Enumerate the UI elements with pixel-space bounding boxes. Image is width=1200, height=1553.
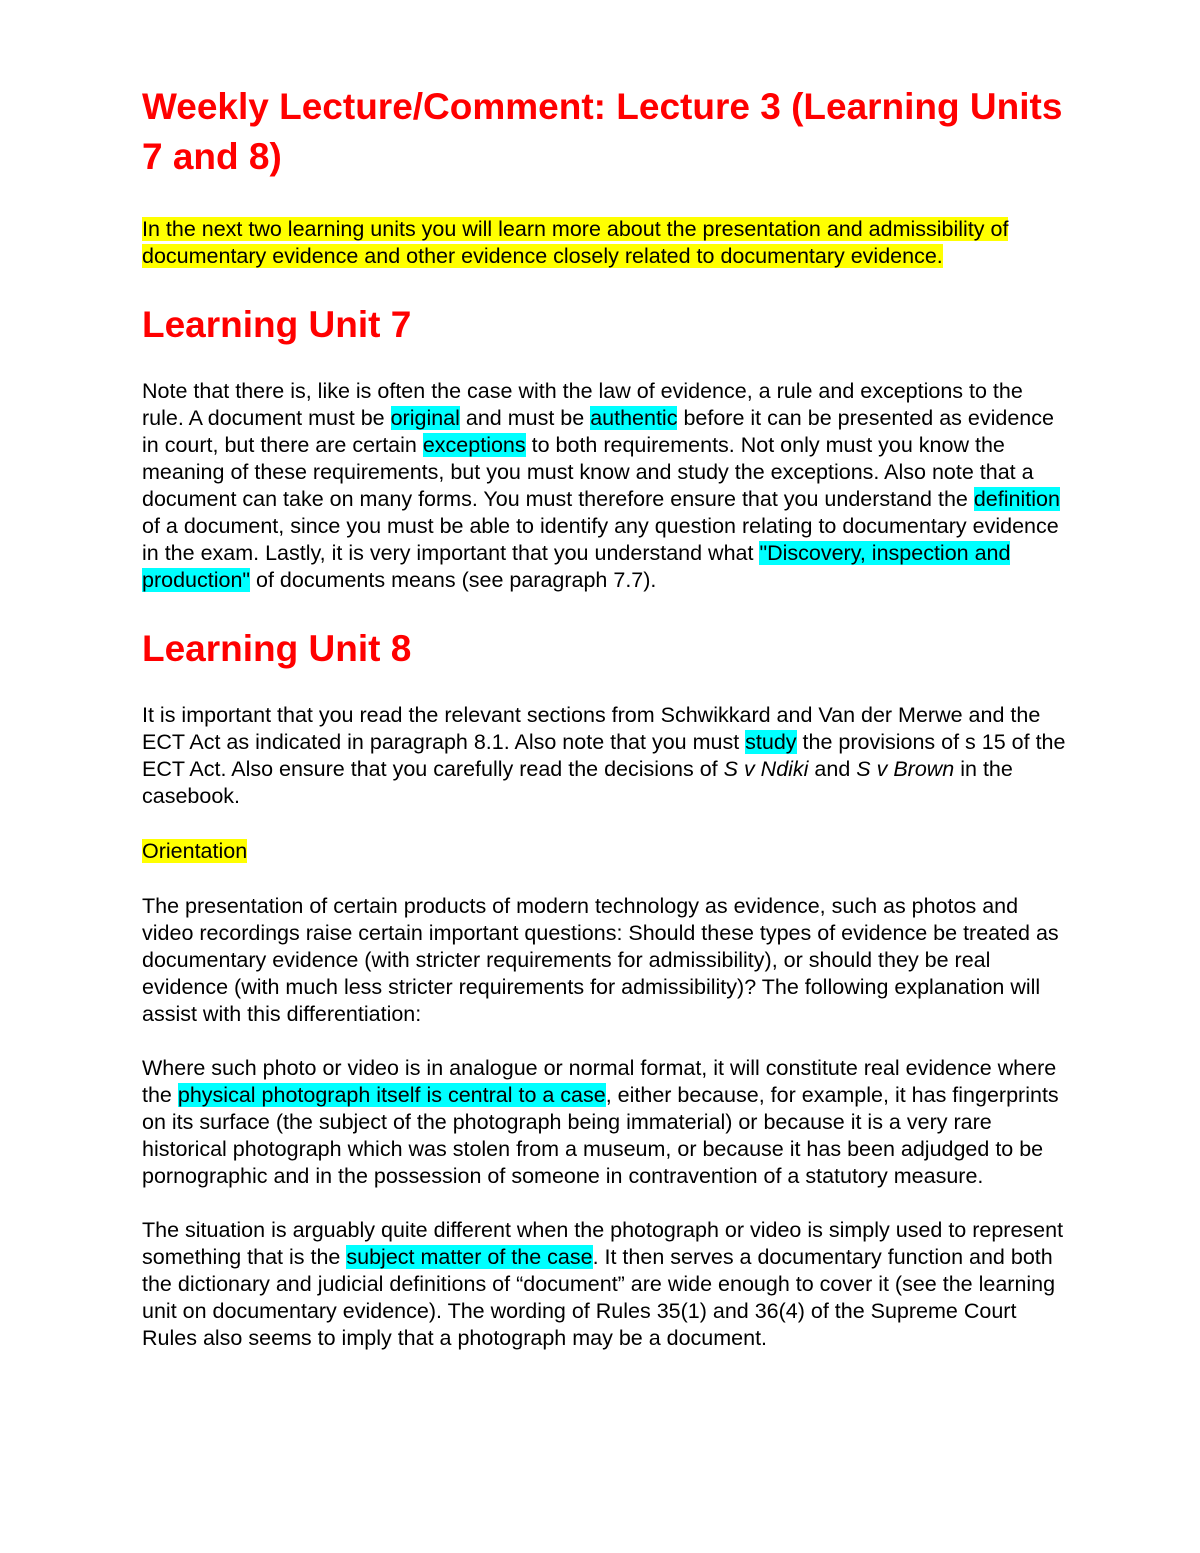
lu7-text-6: of documents means (see paragraph 7.7). (250, 568, 657, 592)
highlight-study: study (745, 730, 797, 754)
learning-unit-7-paragraph (142, 378, 1067, 594)
highlight-discovery: "Discovery, inspection and production" (142, 541, 1011, 592)
document-title: Weekly Lecture/Comment: Lecture 3 (Learning Units 7 and 8) (142, 86, 1063, 177)
case-name-ndiki: S v Ndiki (723, 757, 809, 781)
documentary-text-2: . It then serves a documentary function and both the dictionary and judicial definitions of “document” are wide enough to cover it (see the learning unit on documentary evidence). The wording of Rules 35(1) and 36(4) of the Supreme Court Rules also seems to imply that a photograph may be a document. (142, 1245, 1056, 1350)
highlight-physical-photograph: physical photograph itself is central to a case (177, 1083, 606, 1107)
lu7-text-3: before it can be presented as evidence in court, but there are certain (142, 406, 1054, 457)
highlight-original: original (390, 406, 460, 430)
document-page (142, 82, 1067, 1352)
lu8-text-4: in the casebook. (142, 757, 1013, 808)
analogue-text-1: Where such photo or video is in analogue or normal format, it will constitute real evidence where the (142, 1056, 1057, 1107)
lu7-text-4: to both requirements. Not only must you know the meaning of these requirements, but you must know and study the exceptions. Also note that a document can take on many forms. You must therefore ensure that you understand the (142, 433, 1034, 511)
intro-paragraph (142, 216, 1067, 270)
lu8-text-3: and (808, 757, 857, 781)
highlight-exceptions: exceptions (422, 433, 526, 457)
analogue-text-2: , either because, for example, it has fingerprints on its surface (the subject of the photograph being immaterial) or because it is a very rare historical photograph which was stolen from a museum, or because it has been adjudged to be pornographic and in the possession of someone in contravention of a statutory measure. (142, 1083, 1059, 1188)
lu7-text-2: and must be (459, 406, 591, 430)
learning-unit-7-heading: Learning Unit 7 (142, 304, 412, 345)
case-name-brown: S v Brown (856, 757, 955, 781)
orientation-highlight: Orientation (142, 839, 248, 863)
lu8-text-1: It is important that you read the relevant sections from Schwikkard and Van der Merwe and the ECT Act as indicated in paragraph 8.1. Also note that you must (142, 703, 1041, 754)
documentary-text-1: The situation is arguably quite different when the photograph or video is simply used to represent something that is the (142, 1218, 1064, 1269)
highlight-definition: definition (973, 487, 1060, 511)
documentary-function-paragraph (142, 1217, 1067, 1352)
lu8-text-2: the provisions of s 15 of the ECT Act. Also ensure that you carefully read the decisions of (142, 730, 1066, 781)
intro-highlight: In the next two learning units you will learn more about the presentation and admissibility of documentary evidence and other evidence closely related to documentary evidence. (142, 217, 1009, 268)
orientation-label (142, 838, 1067, 865)
analogue-format-paragraph (142, 1055, 1067, 1190)
learning-unit-8-paragraph (142, 702, 1067, 810)
lu7-text-1: Note that there is, like is often the case with the law of evidence, a rule and exceptions to the rule. A document must be (142, 379, 1023, 430)
learning-unit-8-heading: Learning Unit 8 (142, 628, 412, 669)
lu7-text-5: of a document, since you must be able to identify any question relating to documentary evidence in the exam. Lastly, it is very important that you understand what (142, 514, 1059, 565)
highlight-authentic: authentic (590, 406, 678, 430)
orientation-paragraph: The presentation of certain products of modern technology as evidence, such as photos and video recordings raise certain important questions: Should these types of evidence be treated as documentary evidence (with stricter requirements for admissibility), or should they be real evidence (with much less stricter requirements for admissibility)? The following explanation will assist with this differentiation: (142, 894, 1059, 1026)
highlight-subject-matter: subject matter of the case (346, 1245, 593, 1269)
